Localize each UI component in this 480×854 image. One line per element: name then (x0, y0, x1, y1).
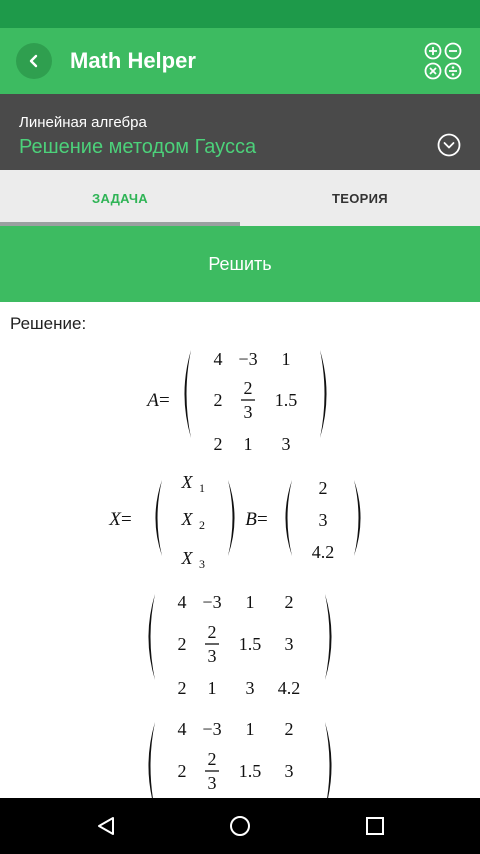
equals-sign: = (159, 390, 170, 411)
matrix-entry: 2 (284, 592, 294, 612)
matrix-entry: 1 (281, 349, 291, 369)
right-paren (354, 480, 361, 556)
fraction-denominator: 3 (207, 773, 217, 793)
solution-math (0, 302, 480, 798)
equals-sign: = (257, 509, 268, 530)
vector-x-subscript: 1 (199, 481, 205, 495)
vector-x-subscript: 2 (199, 518, 205, 532)
vector-x-entry: X (181, 472, 193, 492)
matrix-entry: 3 (281, 434, 291, 454)
right-paren (325, 594, 332, 680)
fraction-numerator: 2 (207, 622, 217, 642)
fraction-numerator: 2 (243, 378, 253, 398)
triangle-back-icon[interactable] (94, 814, 118, 838)
matrix-entry: 1 (207, 678, 217, 698)
chevron-left-icon (26, 53, 42, 69)
left-paren (184, 350, 191, 438)
matrix-entry: 1.5 (274, 390, 298, 410)
fraction-numerator: 2 (207, 749, 217, 769)
matrix-entry: 2 (177, 678, 187, 698)
navigation-bar (0, 798, 480, 854)
matrix-entry: 4.2 (277, 678, 301, 698)
matrix-entry: 3 (284, 634, 294, 654)
matrix-entry: 3 (284, 761, 294, 781)
solve-button[interactable]: Решить (0, 226, 480, 302)
left-paren (285, 480, 292, 556)
matrix-entry: 2 (213, 434, 223, 454)
vector-b-label: B (245, 509, 257, 530)
topic-selected[interactable]: Решение методом Гаусса (19, 136, 257, 158)
right-paren (320, 350, 327, 438)
vector-x-subscript: 3 (199, 557, 205, 571)
vector-b-entry: 2 (318, 478, 328, 498)
matrix-entry: 2 (284, 719, 294, 739)
vector-x-label: X (109, 509, 121, 530)
matrix-entry: −3 (202, 719, 222, 739)
square-recents-icon[interactable] (363, 814, 387, 838)
fraction-denominator: 3 (243, 402, 253, 422)
right-paren (325, 722, 332, 798)
matrix-entry: 2 (213, 390, 223, 410)
matrix-entry: 3 (245, 678, 255, 698)
matrix-entry: 1.5 (238, 761, 262, 781)
matrix-entry: 2 (177, 634, 187, 654)
vector-x-entry: X (181, 548, 193, 568)
left-paren (155, 480, 162, 556)
matrix-entry: 4 (213, 349, 223, 369)
app-bar (0, 28, 480, 94)
left-paren (148, 722, 155, 798)
app-title: Math Helper (70, 48, 196, 73)
back-button[interactable] (16, 43, 52, 79)
matrix-a-label: A (147, 390, 159, 411)
matrix-entry: 4 (177, 592, 187, 612)
vector-b-entry: 3 (318, 510, 328, 530)
fraction-denominator: 3 (207, 646, 217, 666)
matrix-entry: 1.5 (238, 634, 262, 654)
matrix-entry: 4 (177, 719, 187, 739)
matrix-entry: 1 (245, 719, 255, 739)
tab-theory[interactable]: ТЕОРИЯ (332, 190, 388, 206)
tab-task[interactable]: ЗАДАЧА (92, 190, 148, 206)
matrix-entry: 2 (177, 761, 187, 781)
right-paren (228, 480, 235, 556)
tab-bar (0, 170, 480, 226)
matrix-entry: 1 (243, 434, 253, 454)
equals-sign: = (121, 509, 132, 530)
circle-home-icon[interactable] (228, 814, 252, 838)
chevron-down-circle-icon[interactable] (437, 133, 461, 157)
status-bar (0, 0, 480, 28)
matrix-entry: 1 (245, 592, 255, 612)
vector-b-entry: 4.2 (311, 542, 335, 562)
solution-label: Решение: (10, 314, 87, 333)
matrix-entry: −3 (202, 592, 222, 612)
solution-panel (0, 302, 480, 798)
vector-x-entry: X (181, 509, 193, 529)
left-paren (148, 594, 155, 680)
calculator-operations-icon[interactable] (424, 42, 462, 80)
topic-selector[interactable] (0, 94, 480, 170)
topic-category: Линейная алгебра (19, 114, 147, 131)
matrix-entry: −3 (238, 349, 258, 369)
